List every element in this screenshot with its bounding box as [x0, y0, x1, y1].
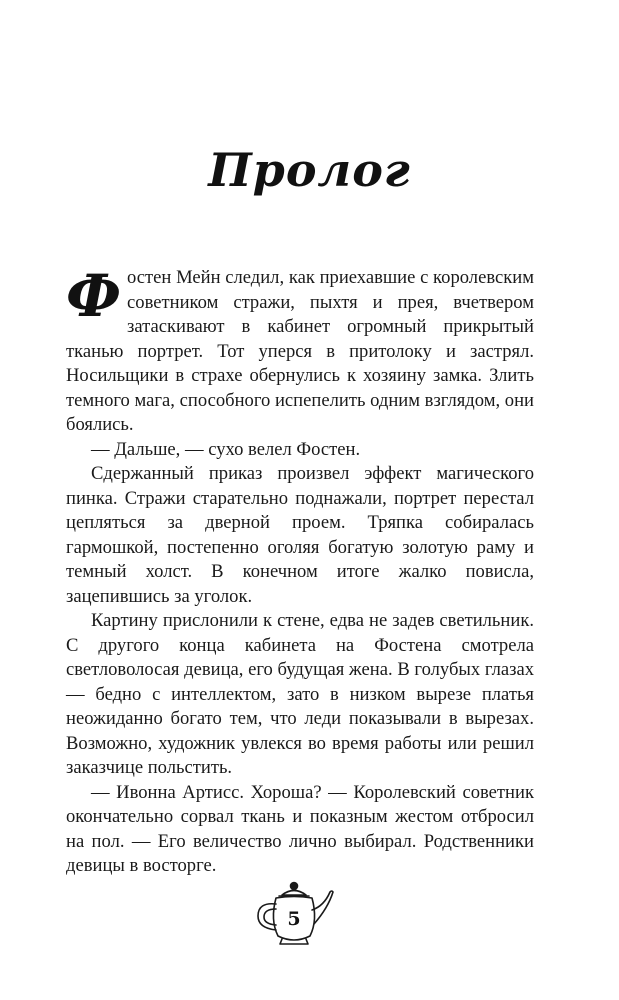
paragraph: Картину прислонили к стене, едва не задев светильник. С другого конца кабинета на Фостена смотрела светловолосая девица, его будущая жена. В голубых глазах — бедно с интеллектом, зато в низком вырезе платья неожиданно богато тем, что леди показывали в вырезах. Возможно, художник увлекся во время работы или решил заказчице польстить. [66, 610, 534, 778]
page-number-ornament [252, 880, 336, 950]
paragraph [66, 262, 534, 438]
page-number: 5 [287, 908, 301, 930]
paragraph: — Ивонна Артисс. Хороша? — Королевский советник окончательно сорвал ткань и показным жестом отбросил на пол. — Его величество лично выбирал. Родственники девицы в восторге. [66, 781, 534, 876]
paragraph: — Дальше, — сухо велел Фостен. [91, 438, 361, 460]
body-text [66, 262, 534, 879]
paragraph-text: остен Мейн следил, как приехавшие с королевским советником стражи, пыхтя и прея, вчетвером затаскивают в кабинет огромный прикрытый тканью портрет. Тот уперся в притолоку и застрял. Носильщики в страхе обернулись к хозяину замка. Злить темного мага, способного испепелить одним взглядом, они боялись. [66, 267, 534, 435]
paragraph: Сдержанный приказ произвел эффект магического пинка. Стражи старательно поднажали, портрет перестал цепляться за дверной проем. Тряпка собиралась гармошкой, постепенно оголяя богатую золотую раму и темный холст. В конечном итоге жалко повисла, зацепившись за уголок. [66, 463, 534, 607]
drop-cap: Ф [66, 262, 122, 330]
chapter-title: Пролог [208, 143, 411, 197]
